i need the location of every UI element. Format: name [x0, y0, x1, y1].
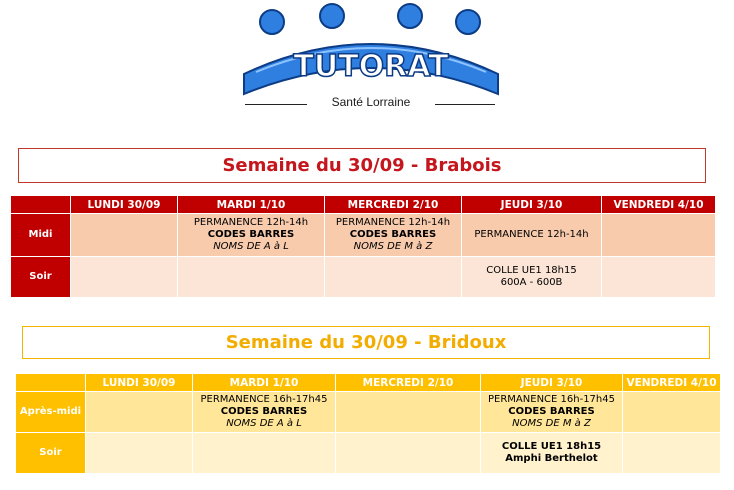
day-header: JEUDI 3/10: [481, 374, 623, 392]
cell-line: NOMS DE M à Z: [512, 418, 591, 429]
schedule-cell: [462, 214, 602, 257]
bridoux-schedule-table: [15, 373, 721, 474]
row-label: Après-midi: [16, 392, 86, 433]
cell-line: CODES BARRES: [220, 406, 308, 417]
cell-line: 600A - 600B: [500, 277, 563, 288]
cell-line: PERMANENCE 16h-17h45: [200, 394, 328, 405]
day-header: MERCREDI 2/10: [336, 374, 481, 392]
brabois-header-row: [11, 196, 716, 214]
cell-line: CODES BARRES: [508, 406, 595, 417]
schedule-cell: [178, 214, 325, 257]
table-row: [16, 433, 721, 474]
schedule-cell: [623, 392, 721, 433]
row-label: Soir: [16, 433, 86, 474]
day-header: MARDI 1/10: [178, 196, 325, 214]
cell-line: NOMS DE M à Z: [353, 241, 433, 252]
schedule-cell: [602, 214, 716, 257]
table-row: [11, 257, 716, 298]
cell-line: PERMANENCE 12h-14h: [193, 217, 309, 228]
schedule-cell: [71, 214, 178, 257]
day-header: LUNDI 30/09: [86, 374, 193, 392]
brabois-schedule-table: [10, 195, 716, 298]
schedule-cell: [325, 214, 462, 257]
cell-line: PERMANENCE 12h-14h: [474, 229, 589, 240]
svg-text:TUTORAT: TUTORAT: [293, 49, 449, 84]
schedule-cell: [193, 433, 336, 474]
brabois-week-title: Semaine du 30/09 - Brabois: [18, 148, 706, 183]
cell-line: PERMANENCE 16h-17h45: [488, 394, 615, 405]
cell-line: NOMS DE A à L: [226, 418, 302, 429]
schedule-cell: [481, 433, 623, 474]
row-label: Soir: [11, 257, 71, 298]
table-row: [16, 392, 721, 433]
cell-line: COLLE UE1 18h15: [501, 441, 602, 452]
day-header: VENDREDI 4/10: [623, 374, 721, 392]
schedule-cell: [178, 257, 325, 298]
day-header: JEUDI 3/10: [462, 196, 602, 214]
table-row: [11, 214, 716, 257]
schedule-cell: [623, 433, 721, 474]
cell-line: NOMS DE A à L: [213, 241, 289, 252]
day-header: MERCREDI 2/10: [325, 196, 462, 214]
bridoux-header-row: [16, 374, 721, 392]
schedule-cell: [325, 257, 462, 298]
schedule-cell: [336, 392, 481, 433]
cell-line: Amphi Berthelot: [505, 453, 598, 464]
day-header: VENDREDI 4/10: [602, 196, 716, 214]
cell-line: CODES BARRES: [349, 229, 437, 240]
corner-cell: [11, 196, 71, 214]
schedule-cell: [481, 392, 623, 433]
bridoux-week-title: Semaine du 30/09 - Bridoux: [22, 326, 710, 359]
schedule-cell: [86, 433, 193, 474]
row-label: Midi: [11, 214, 71, 257]
logo-subtitle: Santé Lorraine: [331, 95, 411, 109]
schedule-cell: [602, 257, 716, 298]
day-header: MARDI 1/10: [193, 374, 336, 392]
schedule-cell: [462, 257, 602, 298]
schedule-cell: [193, 392, 336, 433]
cell-line: CODES BARRES: [207, 229, 295, 240]
corner-cell: [16, 374, 86, 392]
cell-line: COLLE UE1 18h15: [486, 265, 577, 276]
schedule-cell: [71, 257, 178, 298]
schedule-cell: [336, 433, 481, 474]
schedule-cell: [86, 392, 193, 433]
cell-line: PERMANENCE 12h-14h: [335, 217, 451, 228]
day-header: LUNDI 30/09: [71, 196, 178, 214]
